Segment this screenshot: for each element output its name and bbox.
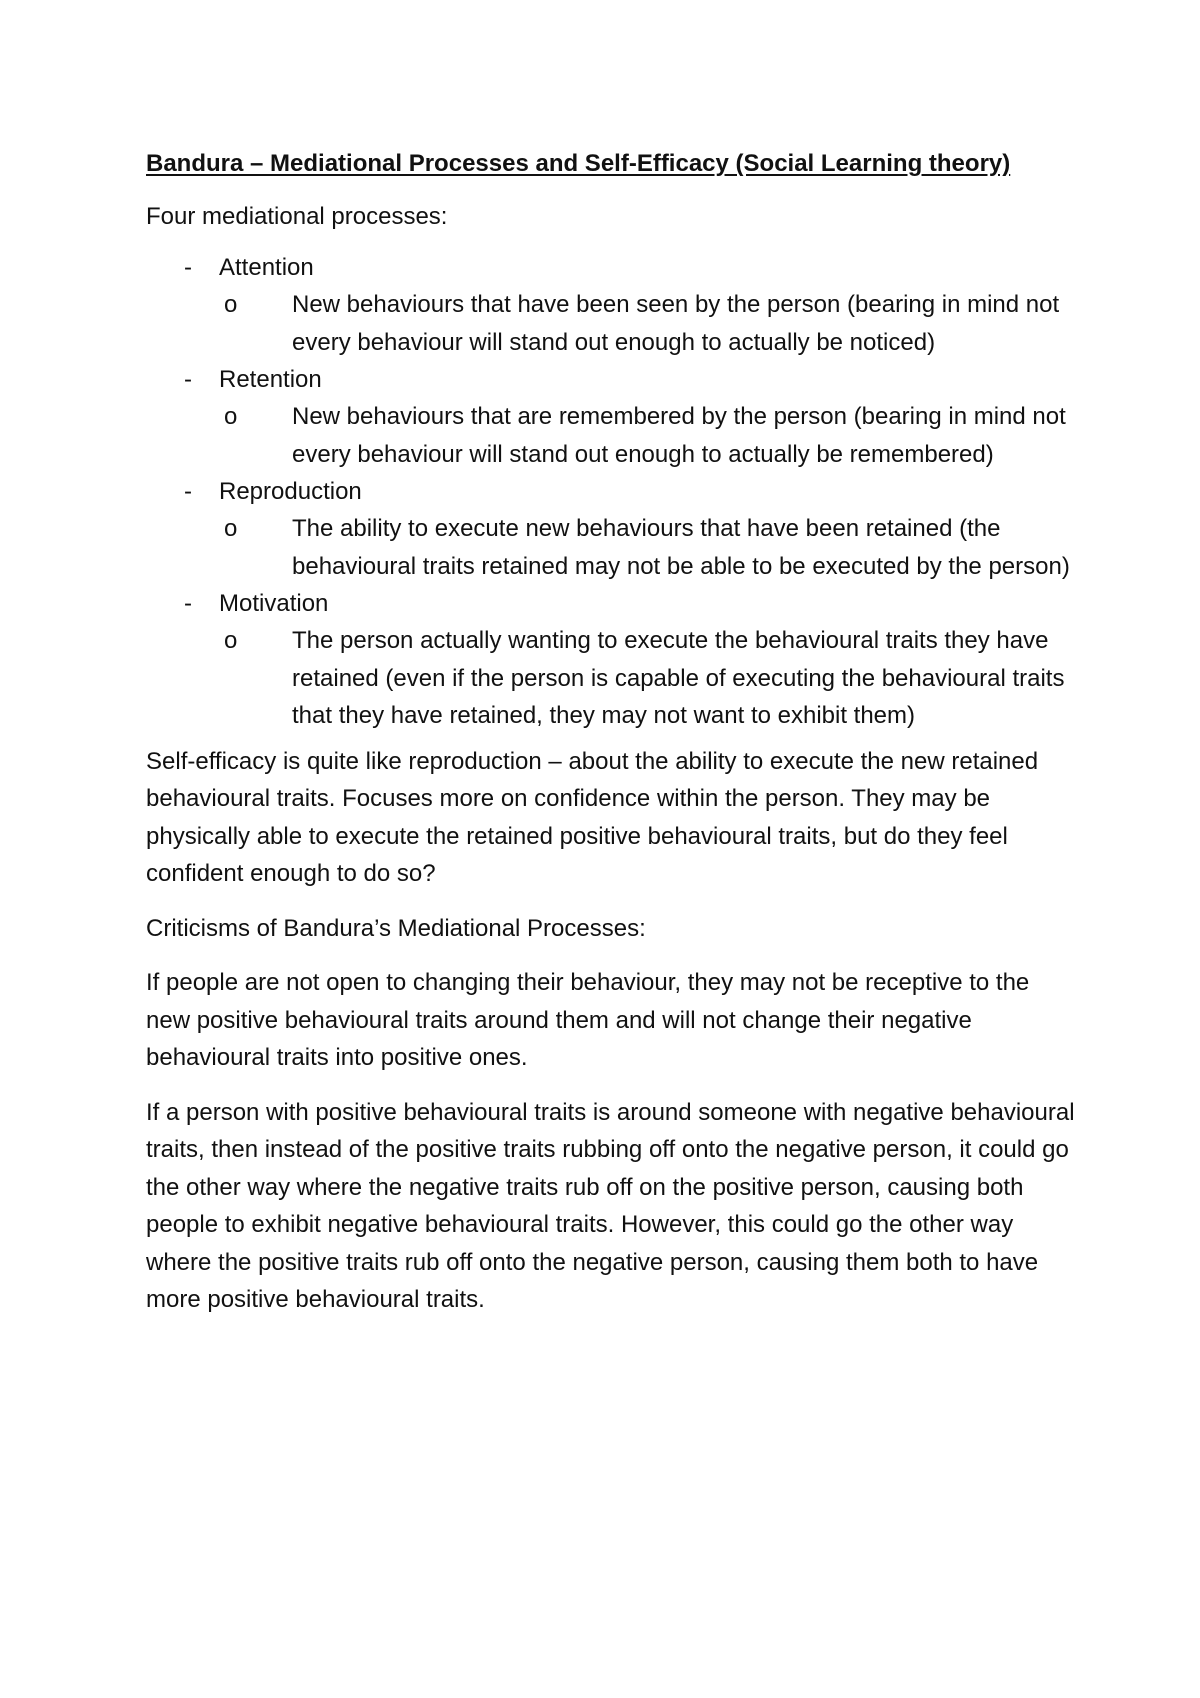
dash-bullet: - (184, 478, 192, 505)
process-name: Reproduction (219, 478, 362, 505)
criticism-paragraph-1: If people are not open to changing their behaviour, they may not be receptive to the new positive behavioural traits around them and will not change their negative behavioural traits into positive ones. (146, 969, 1030, 1071)
list-item-attention (146, 249, 1076, 361)
circle-bullet: o (224, 627, 238, 654)
process-name: Attention (219, 254, 314, 281)
process-detail: The person actually wanting to execute the behavioural traits they have retained (even if the person is capable of executing the behavioural traits that they have retained, they may not want to exhibit them) (292, 627, 1065, 729)
intro-text: Four mediational processes: (146, 203, 448, 230)
circle-bullet: o (224, 515, 238, 542)
circle-bullet: o (224, 291, 238, 318)
process-name: Motivation (219, 590, 329, 617)
process-detail: New behaviours that have been seen by the person (bearing in mind not every behaviour will stand out enough to actually be noticed) (292, 291, 1060, 356)
criticism-paragraph-2: If a person with positive behavioural traits is around someone with negative behavioural traits, then instead of the positive traits rubbing off onto the negative person, it could go the other way where the negative traits rub off on the positive person, causing both people to exhibit negative behavioural traits. However, this could go the other way where the positive traits rub off onto the negative person, causing them both to have more positive behavioural traits. (146, 1098, 1075, 1313)
list-item-retention (146, 361, 1076, 473)
dash-bullet: - (184, 366, 192, 393)
list-item-reproduction (146, 473, 1076, 585)
circle-bullet: o (224, 403, 238, 430)
criticisms-heading: Criticisms of Bandura’s Mediational Processes: (146, 914, 646, 942)
sub-item (219, 510, 1076, 585)
mediational-process-list (146, 249, 1076, 735)
page-title: Bandura – Mediational Processes and Self-Efficacy (Social Learning theory) (146, 150, 1011, 177)
dash-bullet: - (184, 254, 192, 281)
sub-item (219, 622, 1076, 735)
list-item-motivation (146, 585, 1076, 735)
process-name: Retention (219, 366, 322, 393)
process-detail: The ability to execute new behaviours that have been retained (the behavioural traits retained may not be able to be executed by the person) (292, 515, 1070, 580)
sub-item (219, 286, 1076, 361)
dash-bullet: - (184, 590, 192, 617)
document-page (146, 145, 1076, 1336)
self-efficacy-paragraph: Self-efficacy is quite like reproduction – about the ability to execute the new retained behavioural traits. Focuses more on confidence within the person. They may be physically able to execute the retained positive behavioural traits, but do they feel confident enough to do so? (146, 747, 1039, 887)
sub-item (219, 398, 1076, 473)
process-detail: New behaviours that are remembered by the person (bearing in mind not every behaviour will stand out enough to actually be remembered) (292, 403, 1066, 468)
